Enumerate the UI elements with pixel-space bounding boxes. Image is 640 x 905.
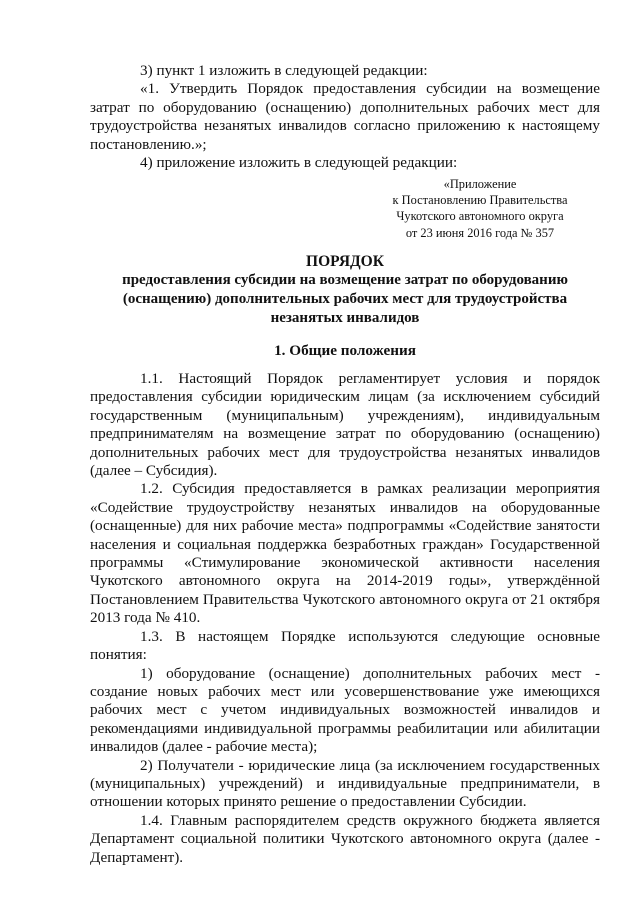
clause-1-3-item-1: 1) оборудование (оснащение) дополнительных рабочих мест - создание новых рабочих мест или усовершенствование уже имеющихся рабочих мест с учетом индивидуальных возможностей инвалидов и рекомендациями индивидуальной программы реабилитации или абилитации инвалидов (далее - рабочие места); — [90, 664, 600, 756]
title-sub-3: незанятых инвалидов — [270, 310, 420, 326]
title-sub-1: предоставления субсидии на возмещение затрат по оборудованию — [122, 272, 568, 288]
appendix-line-2: к Постановлению Правительства — [392, 193, 568, 208]
amendment-quote: «1. Утвердить Порядок предоставления субсидии на возмещение затрат по оборудованию (оснащению) дополнительных рабочих мест для трудоустройства незанятых инвалидов согласно приложению к настоящему постановлению.»; — [90, 80, 600, 153]
document-title — [90, 252, 600, 328]
appendix-line-4: от 23 июня 2016 года № 357 — [405, 225, 555, 240]
clause-1-3: 1.3. В настоящем Порядке используются следующие основные понятия: — [90, 627, 600, 664]
title-main: ПОРЯДОК — [306, 253, 384, 270]
amendment-item-3: 3) пункт 1 изложить в следующей редакции: — [140, 62, 428, 79]
title-sub-2: (оснащению) дополнительных рабочих мест для трудоустройства — [122, 291, 568, 307]
clause-1-2: 1.2. Субсидия предоставляется в рамках реализации мероприятия «Содействие трудоустройству незанятых инвалидов на оборудованные (оснащенные) для них рабочие места» подпрограммы «Содействие занятости населения и социальная поддержка безработных граждан» Государственной программы «Стимулирование экономической активности населения Чукотского автономного округа на 2014-2019 годы», утверждённой Постановлением Правительства Чукотского автономного округа от 21 октября 2013 года № 410. — [90, 480, 600, 627]
appendix-line-1: «Приложение — [443, 177, 517, 191]
clause-1-4: 1.4. Главным распорядителем средств окружного бюджета является Департамент социальной политики Чукотского автономного округа (далее - Департамент). — [90, 811, 600, 866]
section-heading: 1. Общие положения — [274, 342, 416, 359]
amendment-block — [90, 62, 600, 172]
appendix-header — [365, 176, 595, 241]
clause-1-1: 1.1. Настоящий Порядок регламентирует условия и порядок предоставления субсидии юридическим лицам (за исключением субсидий государственным (муниципальным) учреждениям), индивидуальным предпринимателям на возмещение затрат по оборудованию (оснащению) дополнительных рабочих мест для трудоустройства незанятых инвалидов (далее – Субсидия). — [90, 370, 600, 480]
amendment-item-4: 4) приложение изложить в следующей редакции: — [140, 154, 458, 172]
section-body — [90, 370, 600, 867]
clause-1-3-item-2: 2) Получатели - юридические лица (за исключением государственных (муниципальных) учреждений) и индивидуальные предприниматели, в отношении которых принято решение о предоставлении Субсидии. — [90, 756, 600, 811]
appendix-line-3: Чукотского автономного округа — [396, 209, 564, 224]
